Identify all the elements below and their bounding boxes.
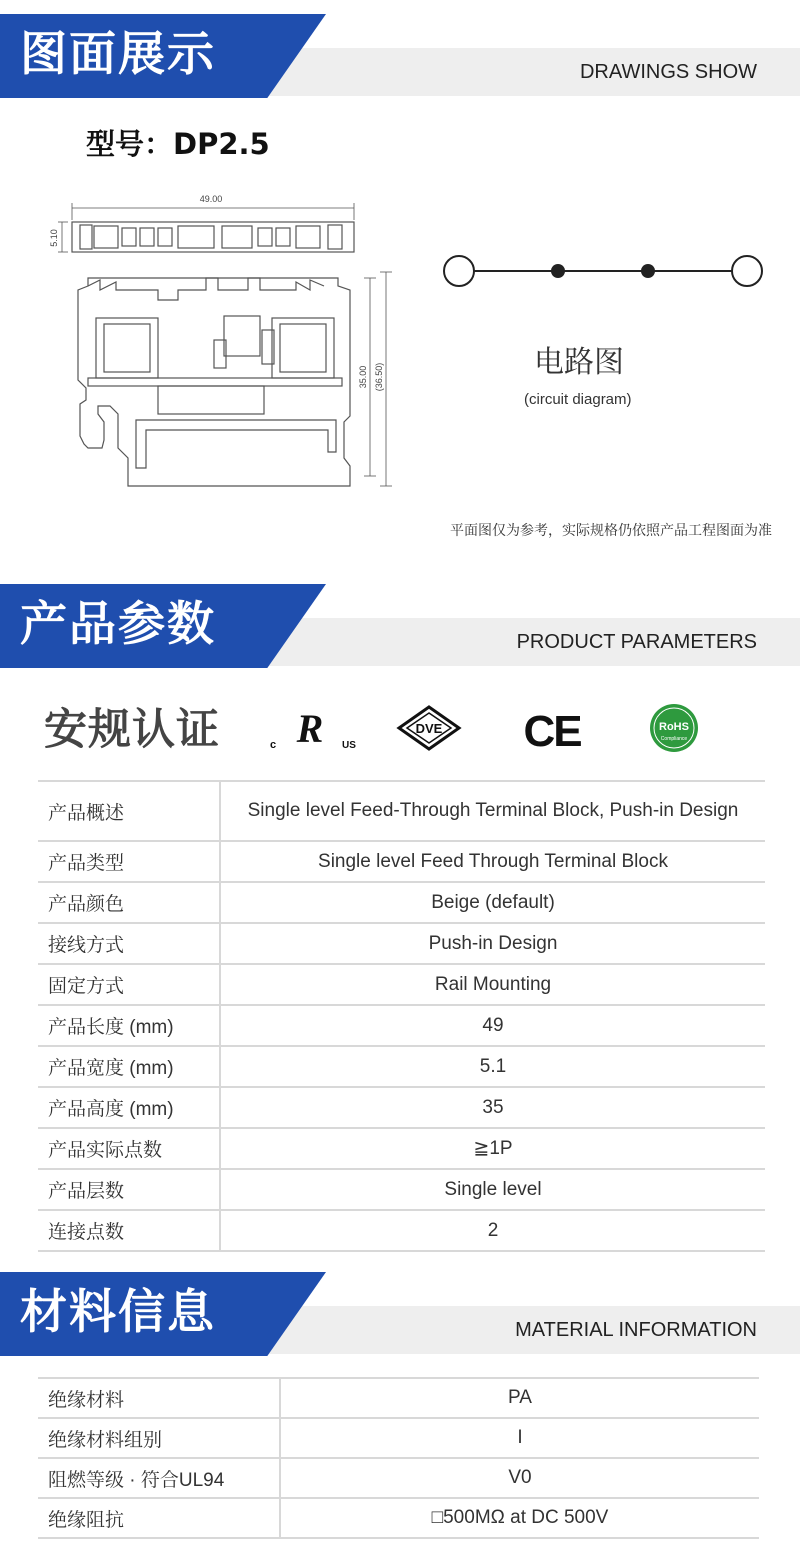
side-view [78, 272, 392, 486]
param-value: Single level [220, 1169, 765, 1210]
params-title-cn: 产品参数 [20, 597, 216, 652]
table-row [38, 1210, 765, 1251]
svg-text:R: R [296, 706, 324, 751]
table-row [38, 1498, 759, 1538]
param-key: 产品类型 [38, 841, 220, 882]
dim-height-total: (36.50) [374, 362, 384, 392]
param-value: 35 [220, 1087, 765, 1128]
param-key: 产品层数 [38, 1169, 220, 1210]
param-key: 固定方式 [38, 964, 220, 1005]
material-section-banner [0, 1272, 800, 1357]
table-row [38, 1005, 765, 1046]
material-title-cn: 材料信息 [20, 1285, 216, 1340]
material-table [38, 1377, 759, 1539]
svg-text:Compliance: Compliance [660, 736, 688, 742]
ce-icon [522, 704, 582, 752]
dim-length: 49.00 [199, 194, 223, 204]
table-row [38, 1087, 765, 1128]
dim-height: 35.00 [358, 365, 368, 389]
terminal-circle-left [444, 256, 474, 286]
table-row [38, 1458, 759, 1498]
junction-dot [641, 264, 655, 278]
circuit-label-en: (circuit diagram) [524, 391, 632, 408]
drawing-note: 平面图仅为参考，实际规格仍依照产品工程图面为准 [450, 523, 772, 539]
table-row [38, 882, 765, 923]
junction-dot [551, 264, 565, 278]
params-title-en: PRODUCT PARAMETERS [516, 631, 757, 653]
drawings-title-cn: 图面展示 [20, 27, 216, 82]
param-value: Beige (default) [220, 882, 765, 923]
vde-icon [396, 704, 462, 752]
terminal-block-drawing [48, 190, 398, 496]
param-key: 产品实际点数 [38, 1128, 220, 1169]
param-key: 产品颜色 [38, 882, 220, 923]
param-value: 5.1 [220, 1046, 765, 1087]
material-value: □500MΩ at DC 500V [280, 1498, 759, 1538]
dim-width: 5.10 [49, 229, 59, 247]
material-title-en: MATERIAL INFORMATION [515, 1319, 757, 1341]
param-value: Single level Feed-Through Terminal Block, Push-in Design [220, 781, 765, 841]
table-row [38, 1169, 765, 1210]
param-value: 2 [220, 1210, 765, 1251]
circuit-label-cn: 电路图 [534, 345, 624, 380]
material-value: V0 [280, 1458, 759, 1498]
ul-icon [266, 704, 358, 752]
table-row [38, 781, 765, 841]
material-key: 阻燃等级 · 符合UL94 [38, 1458, 280, 1498]
material-key: 绝缘材料组别 [38, 1418, 280, 1458]
param-key: 产品概述 [38, 781, 220, 841]
rohs-icon [648, 702, 700, 754]
svg-text:DVE: DVE [415, 721, 443, 736]
table-row [38, 964, 765, 1005]
table-row [38, 1046, 765, 1087]
param-key: 接线方式 [38, 923, 220, 964]
table-row [38, 1418, 759, 1458]
table-row [38, 923, 765, 964]
params-section-banner [0, 584, 800, 669]
model-label: 型号：DP2.5 [86, 127, 270, 161]
param-value: ≧1P [220, 1128, 765, 1169]
circuit-diagram [436, 248, 770, 294]
table-row [38, 841, 765, 882]
terminal-circle-right [732, 256, 762, 286]
material-key: 绝缘材料 [38, 1378, 280, 1418]
param-value: Rail Mounting [220, 964, 765, 1005]
top-view [58, 203, 354, 252]
material-key: 绝缘阻抗 [38, 1498, 280, 1538]
param-value: Single level Feed Through Terminal Block [220, 841, 765, 882]
param-key: 产品长度 (mm) [38, 1005, 220, 1046]
drawings-section-banner [0, 14, 800, 99]
drawings-title-en: DRAWINGS SHOW [579, 61, 757, 83]
certification-title: 安规认证 [44, 705, 220, 755]
param-value: Push-in Design [220, 923, 765, 964]
svg-text:US: US [342, 740, 356, 751]
parameters-table [38, 780, 765, 1252]
material-value: I [280, 1418, 759, 1458]
param-key: 产品高度 (mm) [38, 1087, 220, 1128]
param-value: 49 [220, 1005, 765, 1046]
table-row [38, 1128, 765, 1169]
svg-text:c: c [270, 739, 277, 751]
svg-text:CE: CE [523, 707, 581, 752]
table-row [38, 1378, 759, 1418]
param-key: 连接点数 [38, 1210, 220, 1251]
svg-text:RoHS: RoHS [659, 721, 689, 733]
material-value: PA [280, 1378, 759, 1418]
param-key: 产品宽度 (mm) [38, 1046, 220, 1087]
